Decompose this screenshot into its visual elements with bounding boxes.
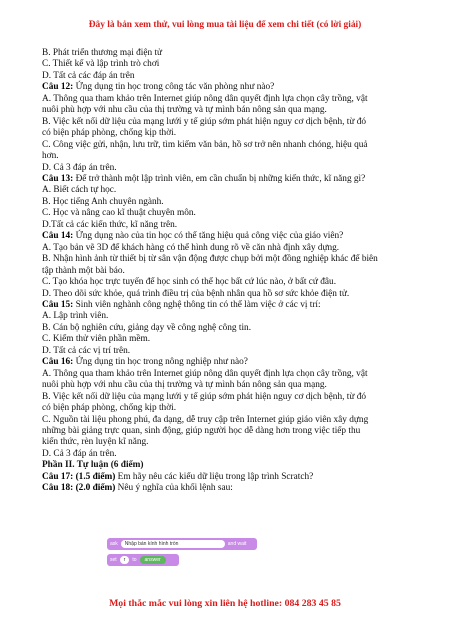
preview-notice: Đây là bản xem thử, vui lòng mua tài liệu để xem chi tiết (có lời giải) [88, 20, 362, 30]
question-line [42, 483, 422, 494]
text-line: nuôi phù hợp với nhu cầu của thị trường và tự mình bán nông sản qua mạng. [42, 105, 327, 116]
question-label: Câu 12: [42, 82, 74, 93]
question-line [42, 357, 422, 368]
text-line: C. Thiết kế và lập trình trò chơi [42, 59, 160, 70]
text-line: A. Tạo bản vẽ 3D để khách hàng có thể hình dung rõ về căn nhà định xây dựng. [42, 242, 340, 253]
text-line: nuôi phù hợp với nhu cầu của thị trường và tự mình bán nông sản qua mạng. [42, 380, 327, 391]
scratch-ask-suffix: and wait [227, 541, 247, 547]
question-line [42, 174, 422, 185]
text-line: D. Cả 3 đáp án trên. [42, 162, 117, 173]
scratch-ask-label: ask [110, 541, 118, 547]
text-line: B. Cán bộ nghiên cứu, giảng dạy về công nghệ công tin. [42, 322, 252, 333]
text-line: C. Công việc gửi, nhận, lưu trữ, tìm kiếm văn bản, hồ sơ trở nên nhanh chóng, hiệu quả [42, 139, 368, 150]
text-line: tập thành một bài báo. [42, 265, 125, 276]
text-line: D. Theo dõi sức khỏe, quá trình điều trị của bệnh nhân qua hồ sơ sức khỏe điện tử. [42, 288, 350, 299]
text-line: B. Học tiếng Anh chuyên ngành. [42, 196, 164, 207]
text-line: D. Tất cả các đáp án trên [42, 70, 135, 81]
scratch-set-block [107, 554, 179, 566]
text-line: C. Học và nâng cao kĩ thuật chuyên môn. [42, 208, 196, 219]
scratch-answer-reporter: answer [140, 556, 166, 564]
text-line: D. Tất cả các vị trí trên. [42, 345, 131, 356]
text-line: có biện pháp phòng, chống kịp thời. [42, 128, 177, 139]
question-text: Em hãy nêu các kiểu dữ liệu trong lập trình Scratch? [115, 471, 314, 482]
text-line: A. Lập trình viên. [42, 311, 109, 322]
text-line: D. Cả 3 đáp án trên. [42, 448, 117, 459]
text-line: những bài giảng trực quan, sinh động, giúp người học dễ dàng hơn trong việc tiếp thu [42, 425, 361, 436]
text-line: B. Nhận hình ảnh từ thiết bị từ sân vận động được chụp bởi một đồng nghiệp khác để biên [42, 254, 378, 265]
scratch-code-image [107, 536, 272, 576]
question-text: Ứng dụng nào của tin học có thể tăng hiệu quả công việc của giáo viên? [73, 231, 344, 242]
question-label: Câu 16: [42, 357, 74, 368]
question-label: Câu 18: (2.0 điểm) [42, 483, 116, 494]
text-line: D.Tất cả các kiến thức, kĩ năng trên. [42, 219, 178, 230]
text-line: B. Việc kết nối dữ liệu của mạng lưới y tế giúp sớm phát hiện nguy cơ dịch bệnh, từ đó [42, 116, 366, 127]
text-line: C. Kiểm thử viên phần mềm. [42, 334, 151, 345]
section-heading: Phần II. Tự luận (6 điểm) [42, 460, 144, 471]
question-line [42, 300, 422, 311]
scratch-set-to: to [132, 557, 137, 563]
text-line: C. Nguồn tài liệu phong phú, đa dạng, dễ truy cập trên Internet giúp giáo viên xây dựng [42, 414, 369, 425]
text-line: có biện pháp phòng, chống kịp thời. [42, 403, 177, 414]
text-line: kiến thức, rèn luyện kĩ năng. [42, 437, 149, 448]
question-text: Nêu ý nghĩa của khối lệnh sau: [115, 483, 233, 494]
question-label: Câu 13: [42, 173, 74, 184]
scratch-set-variable: r [120, 556, 130, 564]
question-line [42, 82, 422, 93]
question-text: Ứng dụng tin học trong nông nghiệp như nào? [73, 357, 248, 368]
question-line [42, 472, 422, 483]
question-label: Câu 14: [42, 231, 74, 242]
question-text: Ứng dụng tin học trong công tác văn phòng như nào? [73, 82, 275, 93]
question-text: Để trở thành một lập trình viên, em cần chuẩn bị những kiến thức, kĩ năng gì? [73, 173, 366, 184]
text-line: B. Phát triển thương mại điện tử [42, 48, 163, 58]
text-line: A. Biết cách tự học. [42, 185, 117, 196]
hotline-footer: Mọi thắc mắc vui lòng xin liên hệ hotline: 084 283 45 85 [109, 598, 341, 609]
text-line: A. Thông qua tham khảo trên Internet giúp nông dân quyết định lựa chọn cây trồng, vật [42, 93, 368, 104]
scratch-ask-block [107, 538, 257, 550]
question-label: Câu 15: [42, 299, 74, 310]
text-line: hơn. [42, 151, 59, 162]
question-text: Sinh viên nghành công nghệ thông tin có thể làm việc ở các vị trí: [73, 299, 321, 310]
scratch-ask-input: Nhập bán kính hình tròn [121, 540, 225, 548]
text-line: B. Việc kết nối dữ liệu của mạng lưới y tế giúp sớm phát hiện nguy cơ dịch bệnh, từ đó [42, 391, 366, 402]
text-line: A. Thông qua tham khảo trên Internet giúp nông dân quyết định lựa chọn cây trồng, vật [42, 368, 368, 379]
question-line [42, 231, 422, 242]
document-body [42, 48, 422, 495]
text-line: C. Tạo khóa học trực tuyến để học sinh có thể học bất cứ lúc nào, ở bất cứ đâu. [42, 277, 337, 288]
question-label: Câu 17: (1.5 điểm) [42, 471, 116, 482]
scratch-set-label: set [110, 557, 117, 563]
